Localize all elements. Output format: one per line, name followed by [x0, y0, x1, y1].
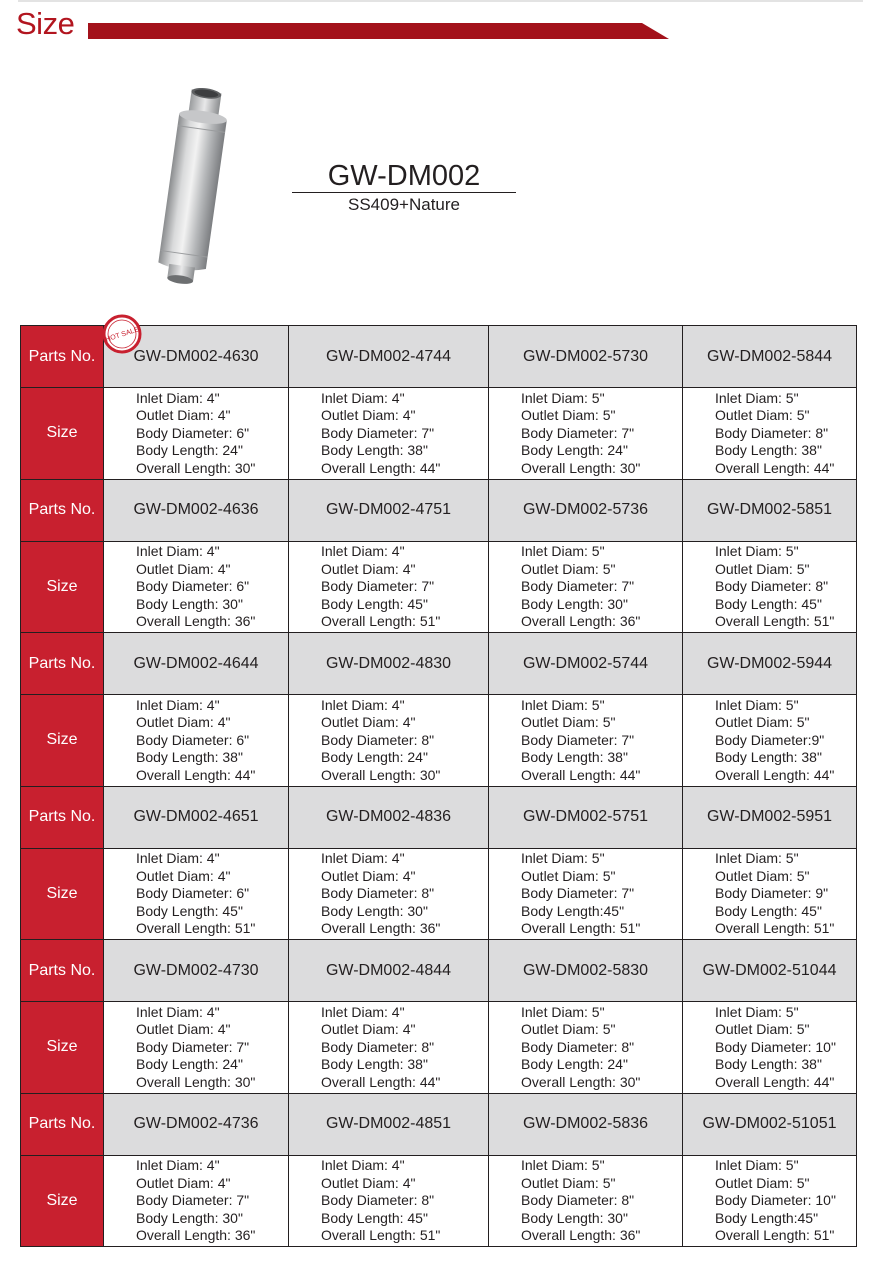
size-spec-line: Body Diameter: 7": [321, 578, 435, 594]
size-spec-line: Body Length: 38": [321, 1056, 428, 1072]
size-spec-cell: [489, 848, 683, 940]
parts-label: Parts No.: [21, 326, 104, 388]
part-number-cell: [289, 479, 489, 541]
size-spec-cell: [683, 1155, 857, 1247]
part-number-cell: [289, 786, 489, 848]
size-spec-line: Body Length: 30": [136, 1209, 243, 1226]
size-spec-cell: [489, 1002, 683, 1094]
size-spec-line: Body Length: 30": [136, 595, 243, 612]
size-spec-line: Body Length: 45": [715, 595, 822, 612]
size-spec-line: Inlet Diam: 5": [521, 543, 605, 559]
size-spec-line: Outlet Diam: 4": [136, 407, 231, 423]
part-number-cell: [489, 326, 683, 388]
parts-label: Parts No.: [21, 633, 104, 695]
size-spec-line: Outlet Diam: 5": [521, 714, 616, 730]
size-spec-line: Overall Length: 51": [521, 920, 641, 936]
size-spec-line: Overall Length: 30": [321, 766, 441, 783]
part-number: GW-DM002-4751: [325, 501, 452, 518]
size-spec-line: Overall Length: 51": [715, 1227, 835, 1243]
part-number-cell: [104, 786, 289, 848]
size-spec-line: Inlet Diam: 4": [321, 1003, 405, 1020]
size-spec-line: Outlet Diam: 4": [136, 867, 231, 884]
size-spec-line: Body Length: 24": [521, 442, 628, 458]
part-number-cell: [289, 1093, 489, 1155]
size-spec-line: Inlet Diam: 5": [715, 1003, 799, 1020]
part-number: GW-DM002-51051: [702, 1115, 837, 1132]
size-spec-line: Body Diameter: 6": [136, 424, 250, 441]
size-spec-cell: [489, 541, 683, 633]
size-spec-line: Inlet Diam: 5": [521, 696, 605, 713]
size-spec-line: Body Diameter: 7": [321, 424, 435, 441]
model-heading: [292, 160, 516, 217]
size-spec-line: Body Length:45": [715, 1209, 819, 1226]
size-spec-line: Inlet Diam: 4": [321, 543, 405, 559]
size-spec-line: Body Length: 45": [321, 595, 428, 612]
part-number: GW-DM002-4644: [133, 654, 259, 672]
size-spec-cell: [104, 1155, 289, 1247]
size-spec-line: Overall Length: 36": [136, 613, 256, 629]
size-spec-line: Outlet Diam: 4": [321, 560, 416, 577]
size-row: [21, 848, 857, 940]
size-spec-cell: [683, 848, 857, 940]
part-number-cell: [289, 326, 489, 388]
size-spec-line: Inlet Diam: 4": [136, 543, 220, 559]
size-spec-cell: [683, 388, 857, 480]
size-spec-line: Outlet Diam: 5": [715, 560, 810, 577]
size-spec-line: Outlet Diam: 5": [715, 407, 810, 423]
part-number: GW-DM002-5944: [706, 654, 833, 672]
part-number-cell: [104, 1093, 289, 1155]
size-spec-cell: [104, 541, 289, 633]
size-spec-cell: [683, 695, 857, 787]
size-spec-line: Body Length: 38": [715, 749, 822, 765]
size-spec-line: Overall Length: 51": [321, 613, 441, 629]
part-number-cell: [104, 633, 289, 695]
size-spec-line: Body Diameter: 7": [136, 1192, 250, 1208]
size-label: Size: [21, 695, 104, 787]
size-spec-line: Inlet Diam: 5": [521, 389, 605, 406]
size-spec-line: Overall Length: 51": [715, 920, 835, 936]
size-spec-line: Body Length: 24": [136, 1056, 243, 1072]
part-number-cell: [104, 940, 289, 1002]
part-number: GW-DM002-5744: [522, 654, 649, 672]
part-number-cell: [489, 633, 683, 695]
size-spec-line: Body Diameter: 8": [715, 424, 829, 441]
size-spec-line: Overall Length: 36": [521, 613, 641, 629]
part-number-cell: [683, 479, 857, 541]
size-spec-line: Outlet Diam: 4": [321, 1174, 416, 1191]
size-spec-line: Inlet Diam: 5": [715, 389, 799, 406]
parts-label: Parts No.: [21, 786, 104, 848]
part-number: GW-DM002-5830: [522, 961, 649, 979]
size-spec-line: Outlet Diam: 4": [321, 1021, 416, 1037]
size-spec-line: Body Diameter: 7": [521, 885, 635, 901]
part-number: GW-DM002-4636: [133, 501, 259, 518]
size-spec-line: Body Diameter: 10": [715, 1192, 836, 1208]
size-spec-line: Inlet Diam: 4": [136, 850, 220, 866]
size-spec-cell: [289, 848, 489, 940]
size-spec-cell: [489, 1155, 683, 1247]
size-spec-line: Body Diameter: 6": [136, 731, 250, 748]
section-title: Size: [16, 6, 75, 41]
size-spec-line: Body Length: 38": [521, 749, 628, 765]
size-spec-line: Inlet Diam: 4": [321, 696, 405, 713]
size-row: [21, 1155, 857, 1247]
size-spec-line: Inlet Diam: 5": [715, 1157, 799, 1173]
size-spec-line: Body Length: 24": [136, 442, 243, 458]
parts-row: [21, 633, 857, 695]
size-spec-line: Outlet Diam: 5": [715, 1021, 810, 1037]
size-spec-line: Overall Length: 51": [715, 613, 835, 629]
size-spec-line: Overall Length: 30": [136, 1073, 256, 1090]
size-spec-line: Body Diameter: 8": [321, 885, 435, 901]
size-spec-line: Inlet Diam: 4": [136, 696, 220, 713]
size-spec-line: Overall Length: 51": [136, 920, 256, 936]
size-spec-line: Body Length: 38": [715, 1056, 822, 1072]
part-number: GW-DM002-5751: [522, 808, 649, 825]
size-spec-line: Overall Length: 44": [715, 459, 835, 476]
part-number: GW-DM002-4744: [325, 347, 452, 365]
size-spec-line: Overall Length: 36": [321, 920, 441, 936]
parts-row: [21, 479, 857, 541]
size-row: [21, 1002, 857, 1094]
size-spec-line: Body Diameter: 8": [715, 578, 829, 594]
size-spec-line: Overall Length: 30": [521, 459, 641, 476]
part-number: GW-DM002-5844: [706, 347, 833, 365]
part-number: GW-DM002-5836: [522, 1115, 649, 1132]
part-number: GW-DM002-4851: [325, 1115, 452, 1132]
model-material: SS409+Nature: [348, 195, 460, 214]
part-number: GW-DM002-4736: [133, 1115, 259, 1132]
part-number-cell: [289, 940, 489, 1002]
size-spec-line: Body Length: 38": [136, 749, 243, 765]
size-spec-cell: [104, 695, 289, 787]
size-row: [21, 388, 857, 480]
size-spec-line: Outlet Diam: 4": [136, 714, 231, 730]
hot-sale-badge-icon: [100, 312, 144, 356]
size-spec-cell: [289, 1155, 489, 1247]
size-spec-line: Inlet Diam: 5": [521, 1003, 605, 1020]
size-spec-line: Overall Length: 36": [521, 1227, 641, 1243]
size-spec-line: Inlet Diam: 4": [321, 389, 405, 406]
size-spec-line: Inlet Diam: 5": [521, 850, 605, 866]
size-spec-line: Body Diameter: 7": [521, 424, 635, 441]
size-spec-line: Outlet Diam: 5": [521, 560, 616, 577]
size-spec-cell: [104, 848, 289, 940]
size-spec-line: Overall Length: 30": [521, 1073, 641, 1090]
size-spec-line: Inlet Diam: 4": [321, 850, 405, 866]
size-spec-cell: [104, 1002, 289, 1094]
parts-label: Parts No.: [21, 940, 104, 1002]
part-number-cell: [683, 1093, 857, 1155]
size-spec-line: Body Diameter: 8": [521, 1192, 635, 1208]
size-spec-line: Body Length: 24": [521, 1056, 628, 1072]
size-spec-line: Overall Length: 44": [136, 766, 256, 783]
size-spec-line: Body Diameter: 7": [521, 578, 635, 594]
parts-row: [21, 1093, 857, 1155]
size-label: Size: [21, 388, 104, 480]
size-spec-line: Overall Length: 51": [321, 1227, 441, 1243]
size-row: [21, 695, 857, 787]
spec-table: [20, 325, 857, 1247]
model-code: GW-DM002: [327, 160, 481, 192]
size-spec-line: Body Diameter: 7": [521, 731, 635, 748]
size-spec-line: Outlet Diam: 4": [321, 714, 416, 730]
size-spec-line: Body Length: 38": [321, 442, 428, 458]
size-spec-cell: [683, 1002, 857, 1094]
size-spec-cell: [489, 695, 683, 787]
part-number-cell: [289, 633, 489, 695]
size-spec-line: Outlet Diam: 4": [136, 1021, 231, 1037]
part-number: GW-DM002-4651: [133, 808, 259, 825]
part-number-cell: [489, 479, 683, 541]
part-number-cell: [104, 479, 289, 541]
size-label: Size: [21, 541, 104, 633]
size-spec-cell: [683, 541, 857, 633]
size-spec-line: Overall Length: 44": [715, 766, 835, 783]
part-number-cell: [683, 326, 857, 388]
size-row: [21, 541, 857, 633]
title-bar-decoration: [88, 23, 669, 39]
size-spec-line: Overall Length: 44": [715, 1073, 835, 1090]
size-spec-line: Body Diameter: 7": [136, 1038, 250, 1055]
part-number: GW-DM002-4844: [325, 961, 452, 979]
size-label: Size: [21, 1002, 104, 1094]
size-spec-line: Outlet Diam: 5": [715, 714, 810, 730]
size-spec-line: Body Length: 45": [136, 902, 243, 919]
part-number: GW-DM002-51044: [702, 961, 837, 979]
size-spec-line: Body Length:45": [521, 902, 625, 919]
size-spec-line: Outlet Diam: 4": [136, 1174, 231, 1191]
size-spec-line: Body Length: 45": [321, 1209, 428, 1226]
part-number: GW-DM002-5730: [522, 347, 649, 365]
size-spec-line: Inlet Diam: 4": [321, 1157, 405, 1173]
size-spec-line: Outlet Diam: 5": [521, 867, 616, 884]
part-number-cell: [489, 940, 683, 1002]
size-spec-line: Outlet Diam: 4": [321, 407, 416, 423]
size-spec-line: Outlet Diam: 4": [136, 560, 231, 577]
size-spec-line: Body Length: 38": [715, 442, 822, 458]
size-spec-line: Inlet Diam: 5": [521, 1157, 605, 1173]
size-spec-line: Outlet Diam: 5": [715, 1174, 810, 1191]
part-number: GW-DM002-4730: [133, 961, 259, 979]
size-spec-cell: [489, 388, 683, 480]
size-spec-line: Inlet Diam: 5": [715, 696, 799, 713]
part-number-cell: [489, 786, 683, 848]
size-spec-line: Outlet Diam: 5": [715, 867, 810, 884]
size-spec-line: Body Length: 30": [521, 595, 628, 612]
part-number: GW-DM002-5736: [522, 501, 649, 518]
parts-row: [21, 786, 857, 848]
size-spec-line: Outlet Diam: 4": [321, 867, 416, 884]
size-spec-line: Outlet Diam: 5": [521, 1021, 616, 1037]
size-spec-line: Body Diameter: 8": [321, 1192, 435, 1208]
size-spec-line: Overall Length: 44": [521, 766, 641, 783]
size-spec-cell: [289, 1002, 489, 1094]
size-spec-line: Body Diameter: 10": [715, 1038, 836, 1055]
size-spec-line: Body Length: 45": [715, 902, 822, 919]
parts-label: Parts No.: [21, 1093, 104, 1155]
part-number-cell: [489, 1093, 683, 1155]
size-spec-cell: [104, 388, 289, 480]
size-spec-line: Inlet Diam: 4": [136, 1157, 220, 1173]
part-number-cell: [683, 940, 857, 1002]
size-spec-line: Body Length: 24": [321, 749, 428, 765]
size-spec-line: Body Length: 30": [321, 902, 428, 919]
size-spec-line: Outlet Diam: 5": [521, 407, 616, 423]
size-spec-line: Body Diameter: 6": [136, 885, 250, 901]
size-spec-line: Body Length: 30": [521, 1209, 628, 1226]
size-spec-line: Overall Length: 44": [321, 1073, 441, 1090]
size-spec-line: Inlet Diam: 5": [715, 850, 799, 866]
size-spec-line: Overall Length: 44": [321, 459, 441, 476]
part-number: GW-DM002-5951: [706, 808, 833, 825]
part-number-cell: [683, 786, 857, 848]
size-spec-line: Body Diameter: 8": [521, 1038, 635, 1055]
parts-row: [21, 940, 857, 1002]
size-spec-line: Outlet Diam: 5": [521, 1174, 616, 1191]
hot-sale-badge-text: HOT SALE: [104, 326, 140, 344]
muffler-image: [145, 88, 235, 288]
top-divider: [18, 0, 863, 2]
part-number: GW-DM002-4630: [133, 347, 259, 365]
size-spec-line: Body Diameter:9": [715, 731, 825, 748]
size-label: Size: [21, 1155, 104, 1247]
part-number: GW-DM002-4830: [325, 654, 452, 672]
size-spec-line: Body Diameter: 9": [715, 885, 829, 901]
size-spec-cell: [289, 388, 489, 480]
size-spec-line: Overall Length: 36": [136, 1227, 256, 1243]
part-number-cell: [104, 326, 289, 388]
size-label: Size: [21, 848, 104, 940]
size-spec-line: Body Diameter: 6": [136, 578, 250, 594]
size-spec-line: Inlet Diam: 5": [715, 543, 799, 559]
parts-label: Parts No.: [21, 479, 104, 541]
size-spec-cell: [289, 541, 489, 633]
size-spec-cell: [289, 695, 489, 787]
size-spec-line: Body Diameter: 8": [321, 731, 435, 748]
part-number: GW-DM002-5851: [706, 501, 833, 518]
size-spec-line: Body Diameter: 8": [321, 1038, 435, 1055]
size-spec-line: Inlet Diam: 4": [136, 389, 220, 406]
size-spec-line: Inlet Diam: 4": [136, 1003, 220, 1020]
part-number: GW-DM002-4836: [325, 808, 452, 825]
part-number-cell: [683, 633, 857, 695]
parts-row: [21, 326, 857, 388]
size-spec-line: Overall Length: 30": [136, 459, 256, 476]
